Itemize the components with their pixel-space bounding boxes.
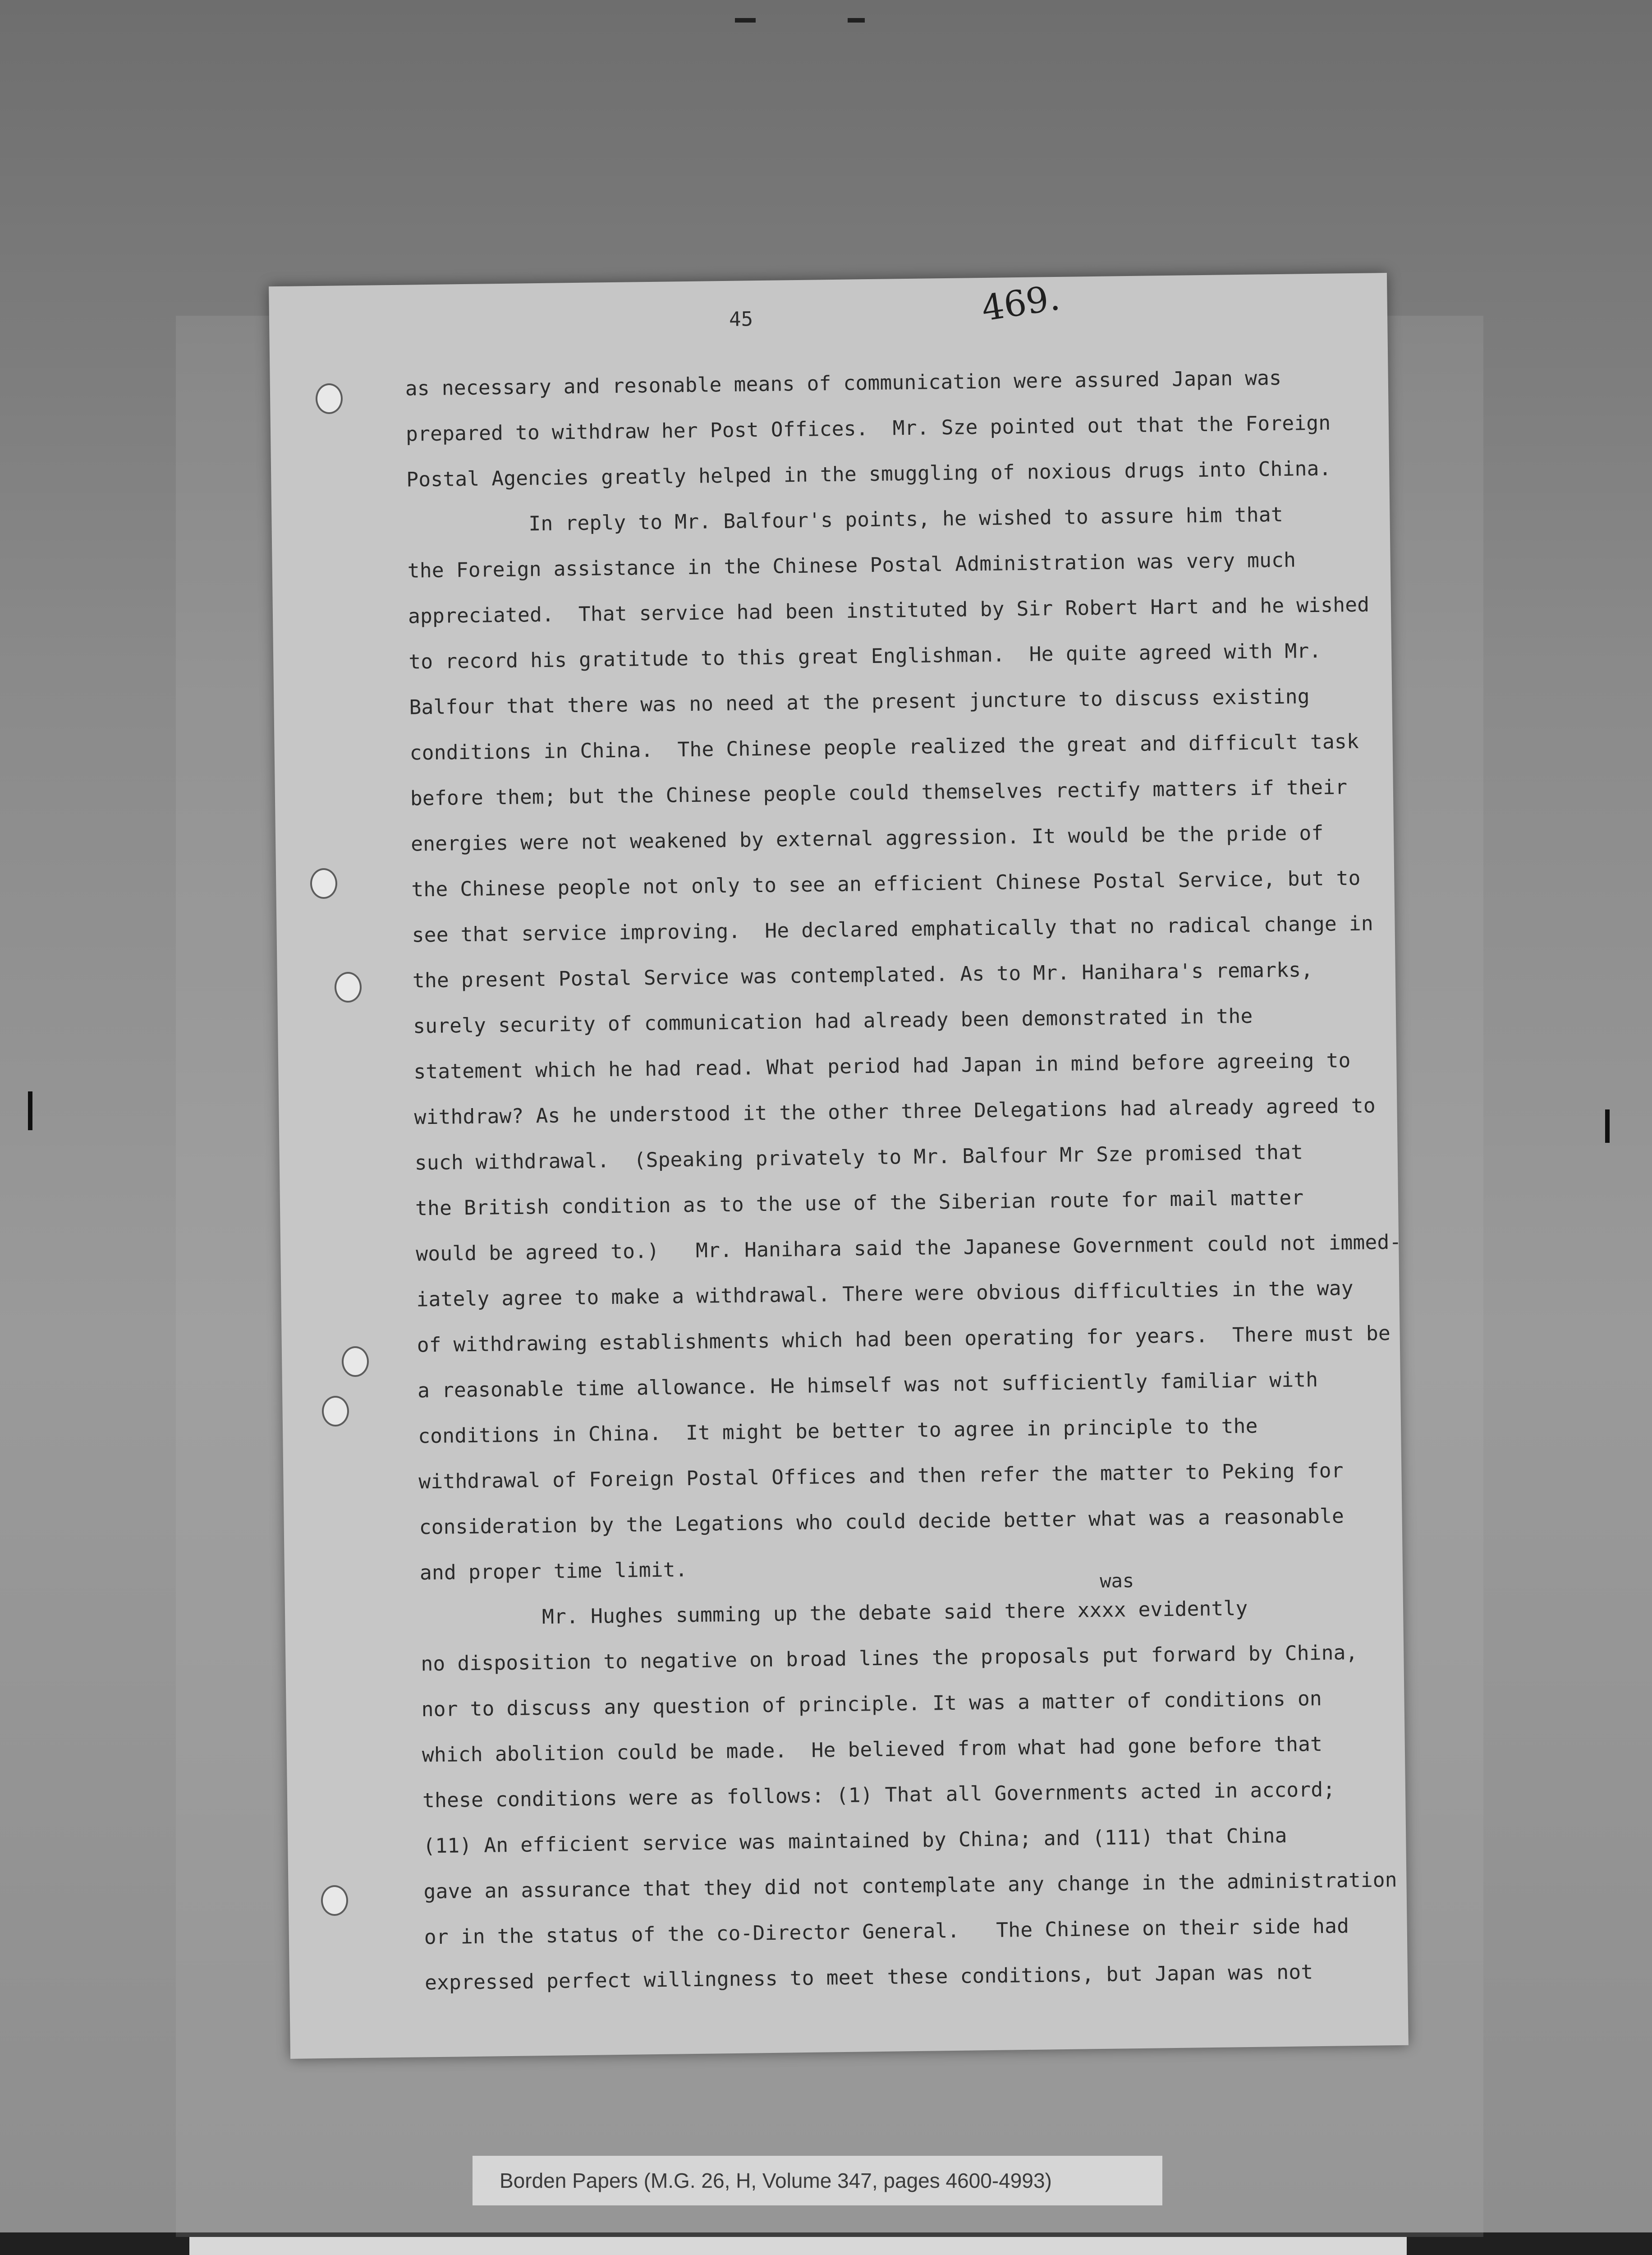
text-line: and proper time limit.: [419, 1558, 688, 1585]
text-line: gave an assurance that they did not contemplate any change in the administration: [423, 1868, 1398, 1904]
text-line: a reasonable time allowance. He himself was not sufficiently familiar with: [417, 1368, 1318, 1403]
text-line: these conditions were as follows: (1) That all Governments acted in accord;: [422, 1778, 1335, 1813]
punch-hole: [335, 972, 362, 1003]
punch-hole: [310, 868, 337, 899]
text-line: (11) An efficient service was maintained by China; and (111) that China: [423, 1824, 1287, 1858]
text-line: the Chinese people not only to see an efficient Chinese Postal Service, but to: [411, 866, 1361, 902]
text-line: consideration by the Legations who could decide better what was a reasonable: [419, 1505, 1345, 1539]
text-line: or in the status of the co-Director General. The Chinese on their side had: [424, 1914, 1349, 1949]
side-mark: [1605, 1109, 1610, 1143]
text-line: conditions in China. It might be better to agree in principle to the: [418, 1414, 1258, 1448]
text-line: the present Postal Service was contemplated. As to Mr. Hanihara's remarks,: [412, 958, 1313, 993]
text-line: which abolition could be made. He believed from what had gone before that: [422, 1732, 1323, 1767]
side-mark: [28, 1091, 32, 1130]
text-line: energies were not weakened by external aggression. It would be the pride of: [410, 821, 1324, 856]
text-line: surely security of communication had already been demonstrated in the: [413, 1004, 1253, 1038]
punch-hole: [321, 1885, 348, 1916]
film-mark: [735, 18, 756, 23]
text-line: nor to discuss any question of principle. It was a matter of conditions on: [421, 1687, 1322, 1721]
punch-hole: [322, 1396, 349, 1427]
text-line: In reply to Mr. Balfour's points, he wished to assure him that: [407, 503, 1284, 537]
punch-hole: [316, 383, 343, 414]
text-line: of withdrawing establishments which had been operating for years. There must be: [417, 1322, 1391, 1357]
text-line: no disposition to negative on broad lines the proposals put forward by China,: [421, 1641, 1358, 1676]
text-line: as necessary and resonable means of communication were assured Japan was: [405, 366, 1282, 400]
text-line: before them; but the Chinese people could themselves rectify matters if their: [410, 776, 1348, 810]
text-line: see that service improving. He declared emphatically that no radical change in: [412, 912, 1374, 947]
text-line: Mr. Hughes summing up the debate said there xxxx evidently: [420, 1597, 1248, 1630]
archives-plate: [189, 2237, 1407, 2255]
text-line: withdraw? As he understood it the other three Delegations had already agreed to: [414, 1094, 1376, 1129]
text-line: appreciated. That service had been instituted by Sir Robert Hart and he wished: [408, 593, 1370, 628]
text-line: to record his gratitude to this great Englishman. He quite agreed with Mr.: [408, 639, 1322, 674]
text-line: the British condition as to the use of the Siberian route for mail matter: [415, 1186, 1304, 1220]
text-line: would be agreed to.) Mr. Hanihara said the Japanese Government could not immed-: [416, 1230, 1402, 1266]
film-mark: [848, 18, 865, 23]
handwritten-folio-number: 469.: [979, 277, 1063, 330]
text-line: Balfour that there was no need at the present juncture to discuss existing: [409, 685, 1310, 719]
caption-label: Borden Papers (M.G. 26, H, Volume 347, pages 4600-4993): [473, 2156, 1162, 2205]
page-number: 45: [729, 308, 753, 331]
typed-text-body: [405, 354, 1402, 2006]
text-line: the Foreign assistance in the Chinese Postal Administration was very much: [407, 548, 1296, 583]
text-line: statement which he had read. What period had Japan in mind before agreeing to: [413, 1049, 1351, 1084]
text-line: conditions in China. The Chinese people realized the great and difficult task: [409, 730, 1359, 765]
text-line: prepared to withdraw her Post Offices. Mr. Sze pointed out that the Foreign: [405, 411, 1331, 446]
typed-page: [269, 273, 1409, 2059]
text-line: Postal Agencies greatly helped in the smuggling of noxious drugs into China.: [406, 457, 1331, 492]
text-line: such withdrawal. (Speaking privately to Mr. Balfour Mr Sze promised that: [414, 1141, 1303, 1175]
text-line: expressed perfect willingness to meet these conditions, but Japan was not: [424, 1960, 1313, 1995]
text-line: iately agree to make a withdrawal. There were obvious difficulties in the way: [416, 1277, 1354, 1312]
interlinear-insertion: was: [1099, 1569, 1134, 1592]
punch-hole: [342, 1346, 369, 1377]
text-line: withdrawal of Foreign Postal Offices and then refer the matter to Peking for: [418, 1459, 1344, 1494]
